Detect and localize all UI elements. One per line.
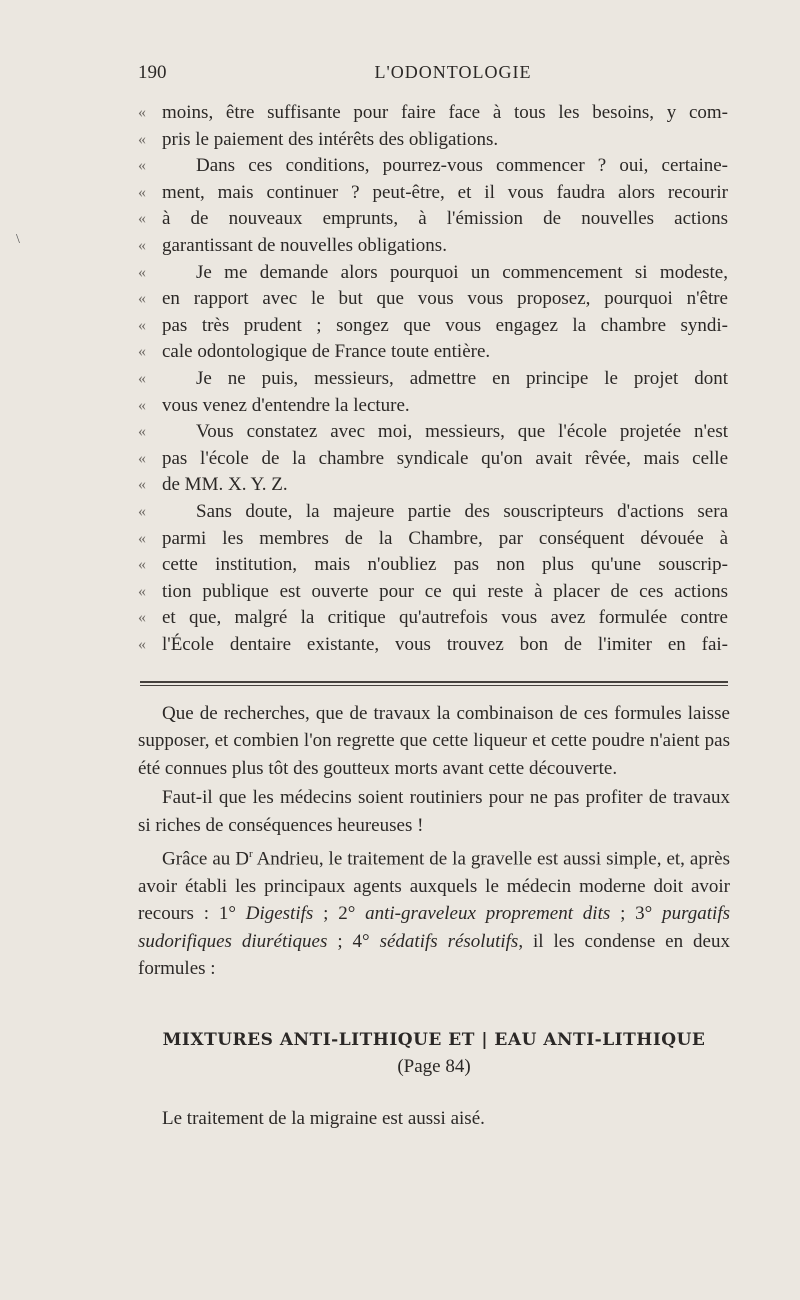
guillemet-mark: «	[138, 423, 146, 441]
quoted-line	[138, 499, 728, 526]
guillemet-mark: «	[138, 210, 146, 228]
running-header	[138, 62, 738, 86]
quoted-line	[138, 526, 728, 553]
guillemet-mark: «	[138, 290, 146, 308]
main-text	[138, 700, 730, 984]
text-run: ; 4°	[327, 930, 380, 952]
guillemet-mark: «	[138, 396, 146, 414]
guillemet-mark: «	[138, 635, 146, 653]
closing-sentence: Le traitement de la migraine est aussi aisé.	[162, 1108, 485, 1129]
quoted-line	[138, 366, 728, 393]
quoted-line	[138, 605, 728, 632]
italic-term: Digestifs	[245, 903, 314, 925]
quoted-line	[138, 472, 728, 499]
italic-term: sédatifs résolutifs	[379, 930, 519, 952]
guillemet-mark: «	[138, 556, 146, 574]
guillemet-mark: «	[138, 236, 146, 254]
italic-term: purgatifs sudorifiques diurétiques	[138, 903, 730, 952]
text-run: ; 2°	[313, 903, 366, 925]
quoted-line-text: Dans ces conditions, pourrez-vous commencer ? oui, certaine-	[196, 155, 728, 177]
margin-mark: \	[16, 232, 20, 247]
guillemet-mark: «	[138, 449, 146, 467]
guillemet-mark: «	[138, 343, 146, 361]
quoted-line	[138, 127, 728, 154]
italic-term: anti-graveleux proprement dits	[365, 903, 611, 925]
quoted-line	[138, 206, 728, 233]
page-number: 190	[138, 62, 167, 83]
quoted-line-text: pas l'école de la chambre syndicale qu'on avait rêvée, mais celle	[162, 447, 728, 469]
paragraph	[138, 841, 730, 982]
quoted-line	[138, 446, 728, 473]
quoted-line	[138, 552, 728, 579]
quoted-line-text: moins, être suffisante pour faire face à tous les besoins, y com-	[162, 102, 728, 123]
text-run: ; 3°	[610, 903, 663, 925]
quoted-line-text: cette institution, mais n'oubliez pas non plus qu'une souscrip-	[162, 554, 728, 576]
quoted-speech	[138, 100, 728, 658]
quoted-line	[138, 579, 728, 606]
quoted-line	[138, 419, 728, 446]
guillemet-mark: «	[138, 130, 146, 148]
quoted-line	[138, 393, 728, 420]
guillemet-mark: «	[138, 157, 146, 175]
quoted-line-text: à de nouveaux emprunts, à l'émission de nouvelles actions	[162, 208, 728, 230]
quoted-line-text: Je ne puis, messieurs, admettre en principe le projet dont	[196, 367, 728, 389]
quoted-line	[138, 100, 728, 127]
quoted-line	[138, 313, 728, 340]
quoted-line-text: ment, mais continuer ? peut-être, et il vous faudra alors recourir	[162, 181, 728, 203]
text-run: , il les condense en deux formules :	[138, 930, 730, 979]
quoted-line	[138, 260, 728, 287]
quoted-line-text: vous venez d'entendre la lecture.	[162, 394, 410, 416]
quoted-line-text: cale odontologique de France toute entière.	[162, 341, 491, 363]
quoted-line-text: et que, malgré la critique qu'autrefois vous avez formulée contre	[162, 607, 728, 629]
text-run: Andrieu, le traitement de la gravelle est aussi simple, et, après avoir établi les principaux agents auxquels le médecin moderne doit avoir recours : 1°	[138, 848, 730, 925]
guillemet-mark: «	[138, 183, 146, 201]
section-page-reference: (Page 84)	[397, 1056, 471, 1077]
quoted-line-text: pris le paiement des intérêts des obligations.	[162, 128, 499, 150]
quoted-line-text: parmi les membres de la Chambre, par conséquent dévouée à	[162, 527, 728, 549]
quoted-line-text: garantissant de nouvelles obligations.	[162, 234, 447, 256]
quoted-line	[138, 153, 728, 180]
guillemet-mark: «	[138, 104, 146, 121]
quoted-line-text: Je me demande alors pourquoi un commencement si modeste,	[196, 261, 728, 283]
quoted-line-text: pas très prudent ; songez que vous engagez la chambre syndi-	[162, 314, 728, 336]
quoted-line	[138, 286, 728, 313]
guillemet-mark: «	[138, 609, 146, 627]
quoted-line-text: l'École dentaire existante, vous trouvez bon de l'imiter en fai-	[162, 633, 728, 655]
quoted-line	[138, 339, 728, 366]
double-rule-divider	[140, 681, 728, 686]
paragraph: Faut-il que les médecins soient routiniers pour ne pas profiter de travaux si riches de conséquences heureuses !	[138, 787, 730, 836]
running-title: L'ODONTOLOGIE	[374, 62, 532, 82]
quoted-line	[138, 632, 728, 659]
superscript: r	[248, 848, 253, 861]
quoted-line-text: de MM. X. Y. Z.	[162, 474, 288, 496]
quoted-line	[138, 233, 728, 260]
guillemet-mark: «	[138, 263, 146, 281]
quoted-line-text: Sans doute, la majeure partie des souscripteurs d'actions sera	[196, 500, 728, 522]
guillemet-mark: «	[138, 369, 146, 387]
paragraph: Que de recherches, que de travaux la combinaison de ces formules laisse supposer, et combien l'on regrette que cette liqueur et cette poudre n'aient pas été connues plus tôt des goutteux morts avant cette découverte.	[138, 703, 730, 779]
quoted-line	[138, 180, 728, 207]
section-heading: MIXTURES ANTI-LITHIQUE ET | EAU ANTI-LITHIQUE	[162, 1030, 706, 1050]
guillemet-mark: «	[138, 316, 146, 334]
quoted-line-text: Vous constatez avec moi, messieurs, que l'école projetée n'est	[196, 421, 728, 443]
guillemet-mark: «	[138, 582, 146, 600]
guillemet-mark: «	[138, 476, 146, 494]
quoted-line-text: en rapport avec le but que vous vous proposez, pourquoi n'être	[162, 288, 728, 310]
quoted-line-text: tion publique est ouverte pour ce qui reste à placer de ces actions	[162, 580, 728, 602]
guillemet-mark: «	[138, 529, 146, 547]
guillemet-mark: «	[138, 502, 146, 520]
text-run: Grâce au D	[162, 848, 249, 870]
